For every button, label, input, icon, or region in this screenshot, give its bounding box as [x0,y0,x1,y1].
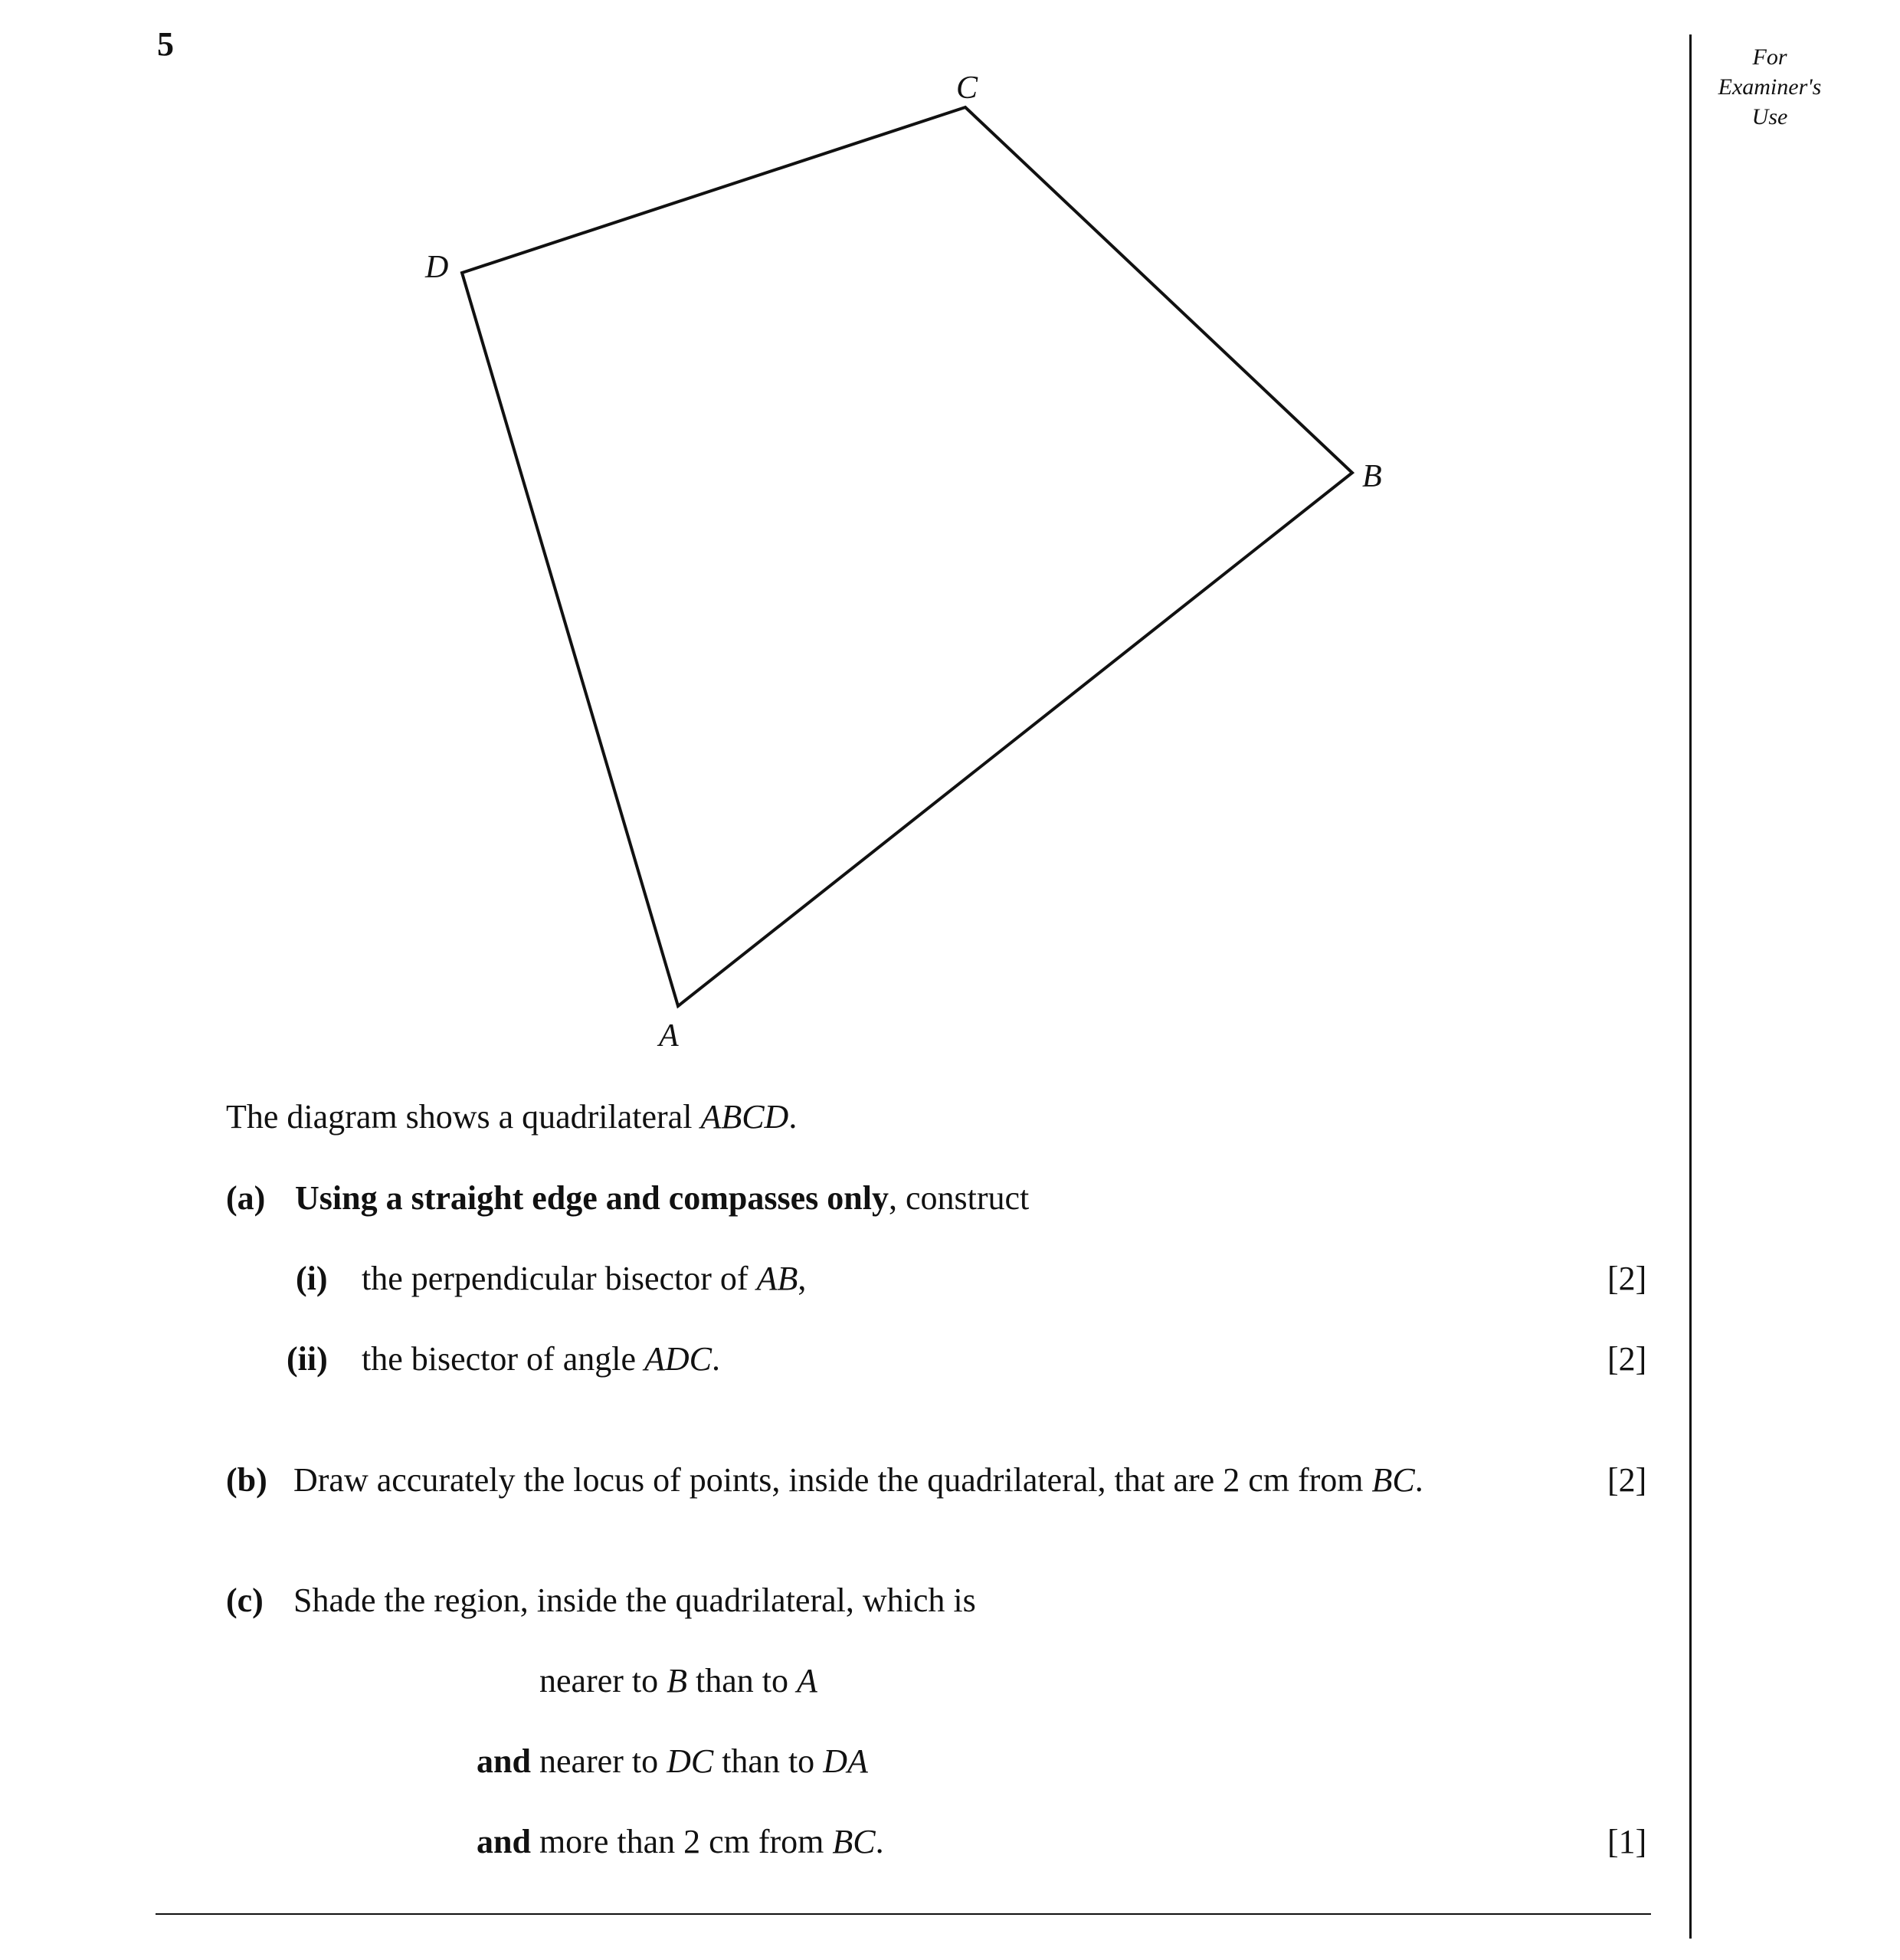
part-a-ii-marks: [2] [1607,1340,1647,1378]
part-c-condition-2: and nearer to DC than to DA [477,1742,868,1780]
vertex-label-b: B [1362,459,1382,494]
part-c-text: Shade the region, inside the quadrilateral, which is [293,1581,976,1619]
quadrilateral-abcd [462,107,1352,1006]
examiner-line-1: For [1752,44,1787,70]
vertex-label-c: C [956,70,978,106]
vertex-label-a: A [659,1018,679,1054]
examiner-line-2: Examiner's [1718,74,1822,100]
intro-text: The diagram shows a quadrilateral ABCD. [226,1098,798,1136]
part-a-label: (a) [226,1179,266,1217]
question-number: 5 [157,25,174,63]
part-c-marks: [1] [1607,1823,1647,1860]
shape-name: ABCD [700,1098,789,1136]
part-a-i-text: the perpendicular bisector of AB, [362,1260,807,1297]
part-c-condition-1: nearer to B than to A [539,1662,817,1699]
part-a-ii-label: (ii) [287,1340,328,1378]
bottom-rule [156,1913,1651,1915]
part-c-condition-3: and more than 2 cm from BC. [477,1823,884,1860]
examiner-line-3: Use [1751,104,1788,129]
part-a-ii-text: the bisector of angle ADC. [362,1340,720,1378]
part-b-label: (b) [226,1461,267,1499]
part-a-instruction: Using a straight edge and compasses only, construct [295,1179,1030,1217]
part-b-marks: [2] [1607,1461,1647,1499]
part-a-i-marks: [2] [1607,1260,1647,1297]
part-b-text: Draw accurately the locus of points, inside the quadrilateral, that are 2 cm from BC. [293,1461,1423,1499]
vertex-label-d: D [425,250,449,285]
part-a-i-label: (i) [296,1260,328,1297]
part-c-label: (c) [226,1581,264,1619]
